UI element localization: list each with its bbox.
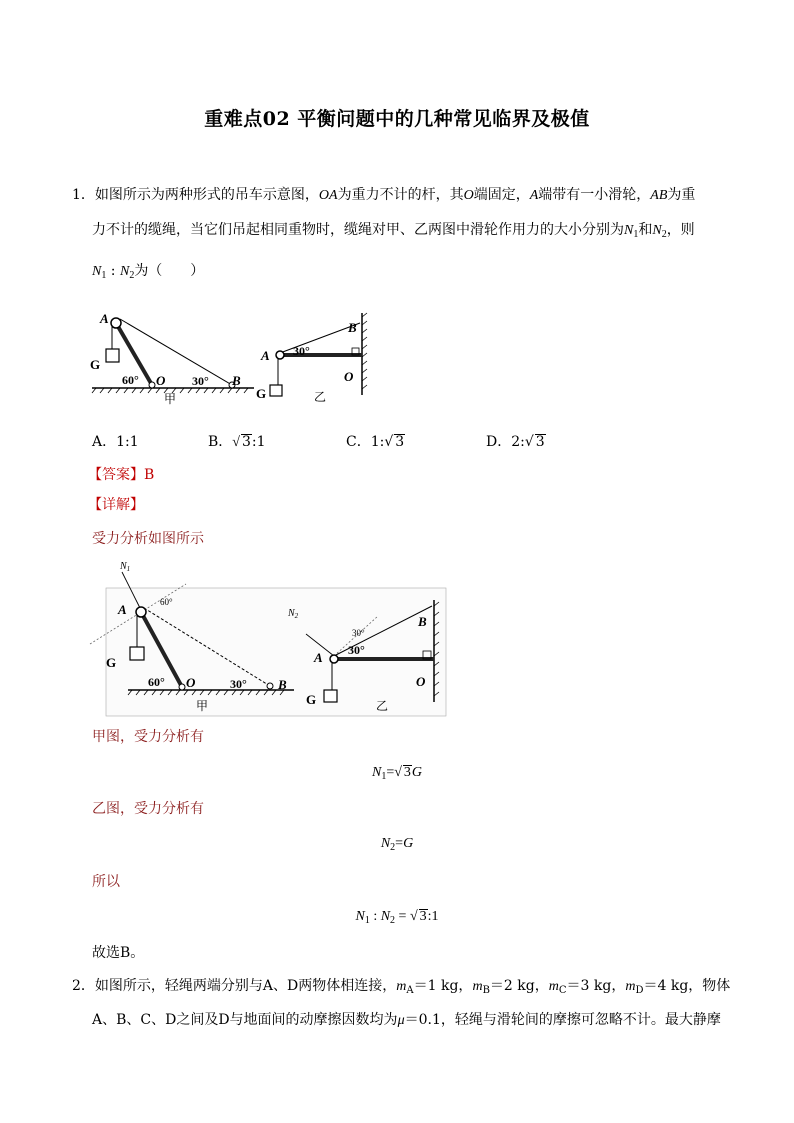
- label-a-yi: A: [261, 348, 270, 363]
- label-a-2: A: [118, 602, 127, 617]
- label-b: B: [232, 373, 241, 388]
- label-g-yi: G: [256, 386, 267, 401]
- equation-3: $N_1$ : $N_2$ = √ 3:1: [355, 909, 439, 926]
- label-g-2: G: [106, 655, 117, 670]
- ratio-n1: $N_1$: [92, 264, 107, 281]
- label-a-yi-2: A: [314, 650, 323, 665]
- n1-symbol: $N_1$: [624, 223, 639, 240]
- label-yi-2: 乙: [376, 699, 389, 713]
- q1-text-1a: 如图所示为两种形式的吊车示意图，: [94, 187, 319, 203]
- equation-2: $N_2=G$: [380, 836, 414, 853]
- var-ab: AB: [650, 188, 668, 203]
- yi-analysis-text: 乙图，受力分析有: [92, 801, 204, 817]
- label-small-60: 60°: [160, 597, 173, 607]
- label-o-yi-2: O: [416, 674, 426, 689]
- label-jia: 甲: [164, 392, 177, 405]
- detail-label: 【详解】: [88, 497, 144, 513]
- q1-number: 1．: [72, 187, 95, 203]
- q2-line-2: A、B、C、D之间及D与地面间的动摩擦因数均为μ＝0.1，轻绳与滑轮间的摩擦可忽略不计。最大静摩: [92, 1012, 721, 1028]
- q1-text-1e: 为重: [667, 187, 696, 203]
- q1-and: 和: [638, 222, 653, 238]
- conclusion: 故选B。: [92, 945, 145, 961]
- label-60-2: 60°: [148, 675, 165, 689]
- q2-line-1: 2．如图所示，轻绳两端分别与A、D两物体相连接，$m_A=1$ kg，$m_B=2$ kg，$m_C=3$ kg，$m_D=4$ kg，物体: [72, 978, 731, 996]
- ratio-n2: $N_2$: [119, 264, 135, 281]
- analysis-intro: 受力分析如图所示: [92, 531, 204, 547]
- label-o-2: O: [186, 675, 196, 690]
- var-oa: OA: [318, 188, 338, 203]
- crane-diagram-1: [82, 305, 372, 405]
- q1-line-2: [92, 221, 695, 244]
- equation-1: $N_1=√$ 3G: [371, 765, 423, 782]
- label-b-2: B: [278, 677, 287, 692]
- q1-text-3: 为（ ）: [134, 263, 205, 279]
- label-b-yi-2: B: [418, 614, 427, 629]
- label-jia-2: 甲: [196, 699, 209, 713]
- label-g-yi-2: G: [306, 692, 317, 707]
- label-30-yi-2: 30°: [348, 643, 365, 657]
- q1-text-1c: 端固定，: [473, 187, 530, 203]
- label-n2: $N_2$: [288, 608, 299, 620]
- label-60: 60°: [122, 373, 139, 387]
- jia-analysis-text: 甲图，受力分析有: [92, 729, 204, 745]
- answer-label: 【答案】B: [88, 467, 155, 483]
- option-c: C．1:√ 3: [346, 434, 405, 450]
- force-analysis-diagram: [86, 552, 451, 720]
- q1-text-1d: 端带有一小滑轮，: [538, 187, 651, 203]
- var-o: O: [463, 188, 474, 203]
- label-yi: 乙: [314, 390, 327, 404]
- label-b-yi: B: [348, 320, 357, 335]
- label-o: O: [156, 373, 166, 388]
- label-30-2: 30°: [230, 677, 247, 691]
- label-30-yi: 30°: [293, 344, 310, 358]
- label-g: G: [90, 357, 101, 372]
- q1-text-1b: 为重力不计的杆，其: [337, 187, 464, 203]
- label-a: A: [100, 311, 109, 326]
- q1-text-2a: 力不计的缆绳，当它们吊起相同重物时，缆绳对甲、乙两图中滑轮作用力的大小分别为: [92, 222, 624, 238]
- var-a: A: [529, 188, 539, 203]
- ratio-colon: :: [106, 263, 120, 279]
- label-small-30: 30°: [352, 628, 365, 638]
- label-30: 30°: [192, 374, 209, 388]
- page-title: 重难点02 平衡问题中的几种常见临界及极值: [204, 108, 590, 130]
- q2-number: 2．: [72, 978, 95, 994]
- option-b: B．√ 3:1: [208, 434, 266, 450]
- q1-line-1: [72, 186, 695, 205]
- option-a: A．1:1: [92, 434, 139, 450]
- q1-line-3: [92, 262, 204, 285]
- option-d: D．2:√ 3: [486, 434, 545, 450]
- label-n1: $N_1$: [120, 561, 131, 573]
- q1-text-2b: ，则: [666, 222, 695, 238]
- label-o-yi: O: [344, 369, 354, 384]
- n2-symbol: $N_2$: [652, 223, 667, 240]
- suoyi-text: 所以: [92, 874, 120, 890]
